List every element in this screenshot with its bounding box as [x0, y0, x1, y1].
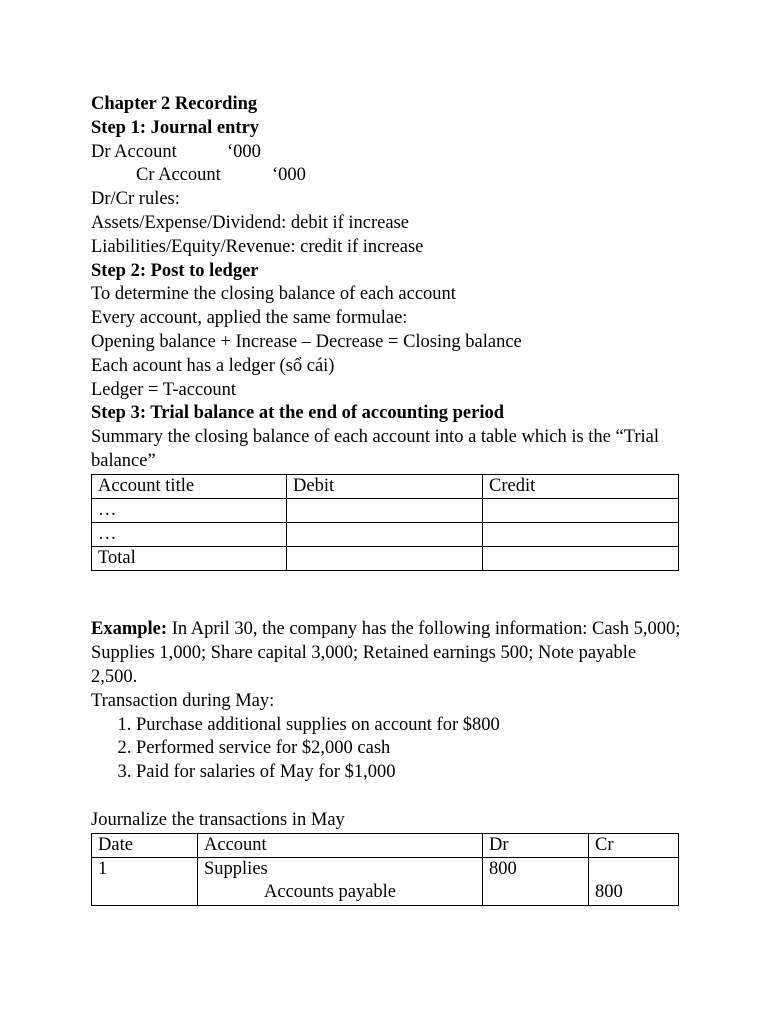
entry-debit-account: Supplies [204, 858, 268, 879]
step3-description: Summary the closing balance of each account into a table which is the “Trial balance” [91, 427, 660, 471]
list-item: 3. Paid for salaries of May for $1,000 [136, 761, 681, 785]
entry-cr-amount: 800 [595, 881, 623, 902]
step2-line1: To determine the closing balance of each account [91, 284, 456, 305]
rules-title: Dr/Cr rules: [91, 189, 180, 210]
entry-dr-amount-2 [483, 881, 588, 904]
table-header-row [92, 474, 679, 498]
header-dr: Dr [483, 833, 589, 857]
step3-title: Step 3: Trial balance at the end of accounting period [91, 403, 504, 424]
table-cell [287, 546, 483, 570]
example-label: Example: [91, 619, 168, 640]
journalize-title: Journalize the transactions in May [91, 809, 345, 830]
cr-amount-label: ‘000 [272, 165, 306, 186]
transactions-title: Transaction during May: [91, 690, 275, 711]
step2-line2: Every account, applied the same formulae: [91, 308, 408, 329]
header-account-title: Account title [92, 474, 287, 498]
table-cell [483, 546, 679, 570]
dr-account-label: Dr Account [91, 141, 177, 162]
table-cell: … [92, 522, 287, 546]
table-cell [198, 857, 483, 905]
table-cell: Total [92, 546, 287, 570]
journal-dr-line [91, 141, 681, 165]
header-debit: Debit [287, 474, 483, 498]
header-date: Date [92, 833, 198, 857]
step2-title: Step 2: Post to ledger [91, 260, 259, 281]
table-row [92, 857, 679, 905]
table-row-total [92, 546, 679, 570]
header-cr: Cr [589, 833, 679, 857]
list-item: 1. Purchase additional supplies on account for $800 [136, 714, 681, 738]
step2-formula: Opening balance + Increase – Decrease = Closing balance [91, 331, 522, 352]
entry-date: 1 [98, 858, 108, 879]
journal-cr-line [91, 164, 681, 188]
step1-title: Step 1: Journal entry [91, 117, 260, 138]
step2-line5: Ledger = T-account [91, 379, 237, 400]
table-cell [483, 857, 589, 905]
trial-balance-table [91, 474, 679, 571]
entry-dr-amount: 800 [489, 858, 517, 879]
transactions-list [91, 714, 681, 785]
list-item: 2. Performed service for $2,000 cash [136, 737, 681, 761]
table-header-row [92, 833, 679, 857]
credit-rule: Liabilities/Equity/Revenue: credit if increase [91, 236, 424, 257]
header-credit: Credit [483, 474, 679, 498]
table-cell: … [92, 498, 287, 522]
header-account: Account [198, 833, 483, 857]
dr-amount-label: ‘000 [227, 141, 261, 162]
table-cell [589, 857, 679, 905]
debit-rule: Assets/Expense/Dividend: debit if increase [91, 212, 410, 233]
entry-credit-account: Accounts payable [264, 881, 397, 902]
step2-line4: Each acount has a ledger (sổ cái) [91, 355, 335, 376]
table-row [92, 522, 679, 546]
journal-table [91, 833, 679, 906]
table-cell [92, 857, 198, 905]
table-cell [287, 522, 483, 546]
chapter-title: Chapter 2 Recording [91, 94, 258, 114]
table-cell [483, 498, 679, 522]
table-row [92, 498, 679, 522]
example-paragraph [91, 618, 681, 689]
example-text: In April 30, the company has the following information: Cash 5,000; Supplies 1,000; Share capital 3,000; Retained earnings 500; Note payable 2,500. [91, 619, 681, 687]
table-cell [287, 498, 483, 522]
entry-cr-amount-1 [589, 858, 678, 881]
document-page [91, 93, 681, 906]
table-cell [483, 522, 679, 546]
cr-account-label: Cr Account [136, 165, 221, 186]
